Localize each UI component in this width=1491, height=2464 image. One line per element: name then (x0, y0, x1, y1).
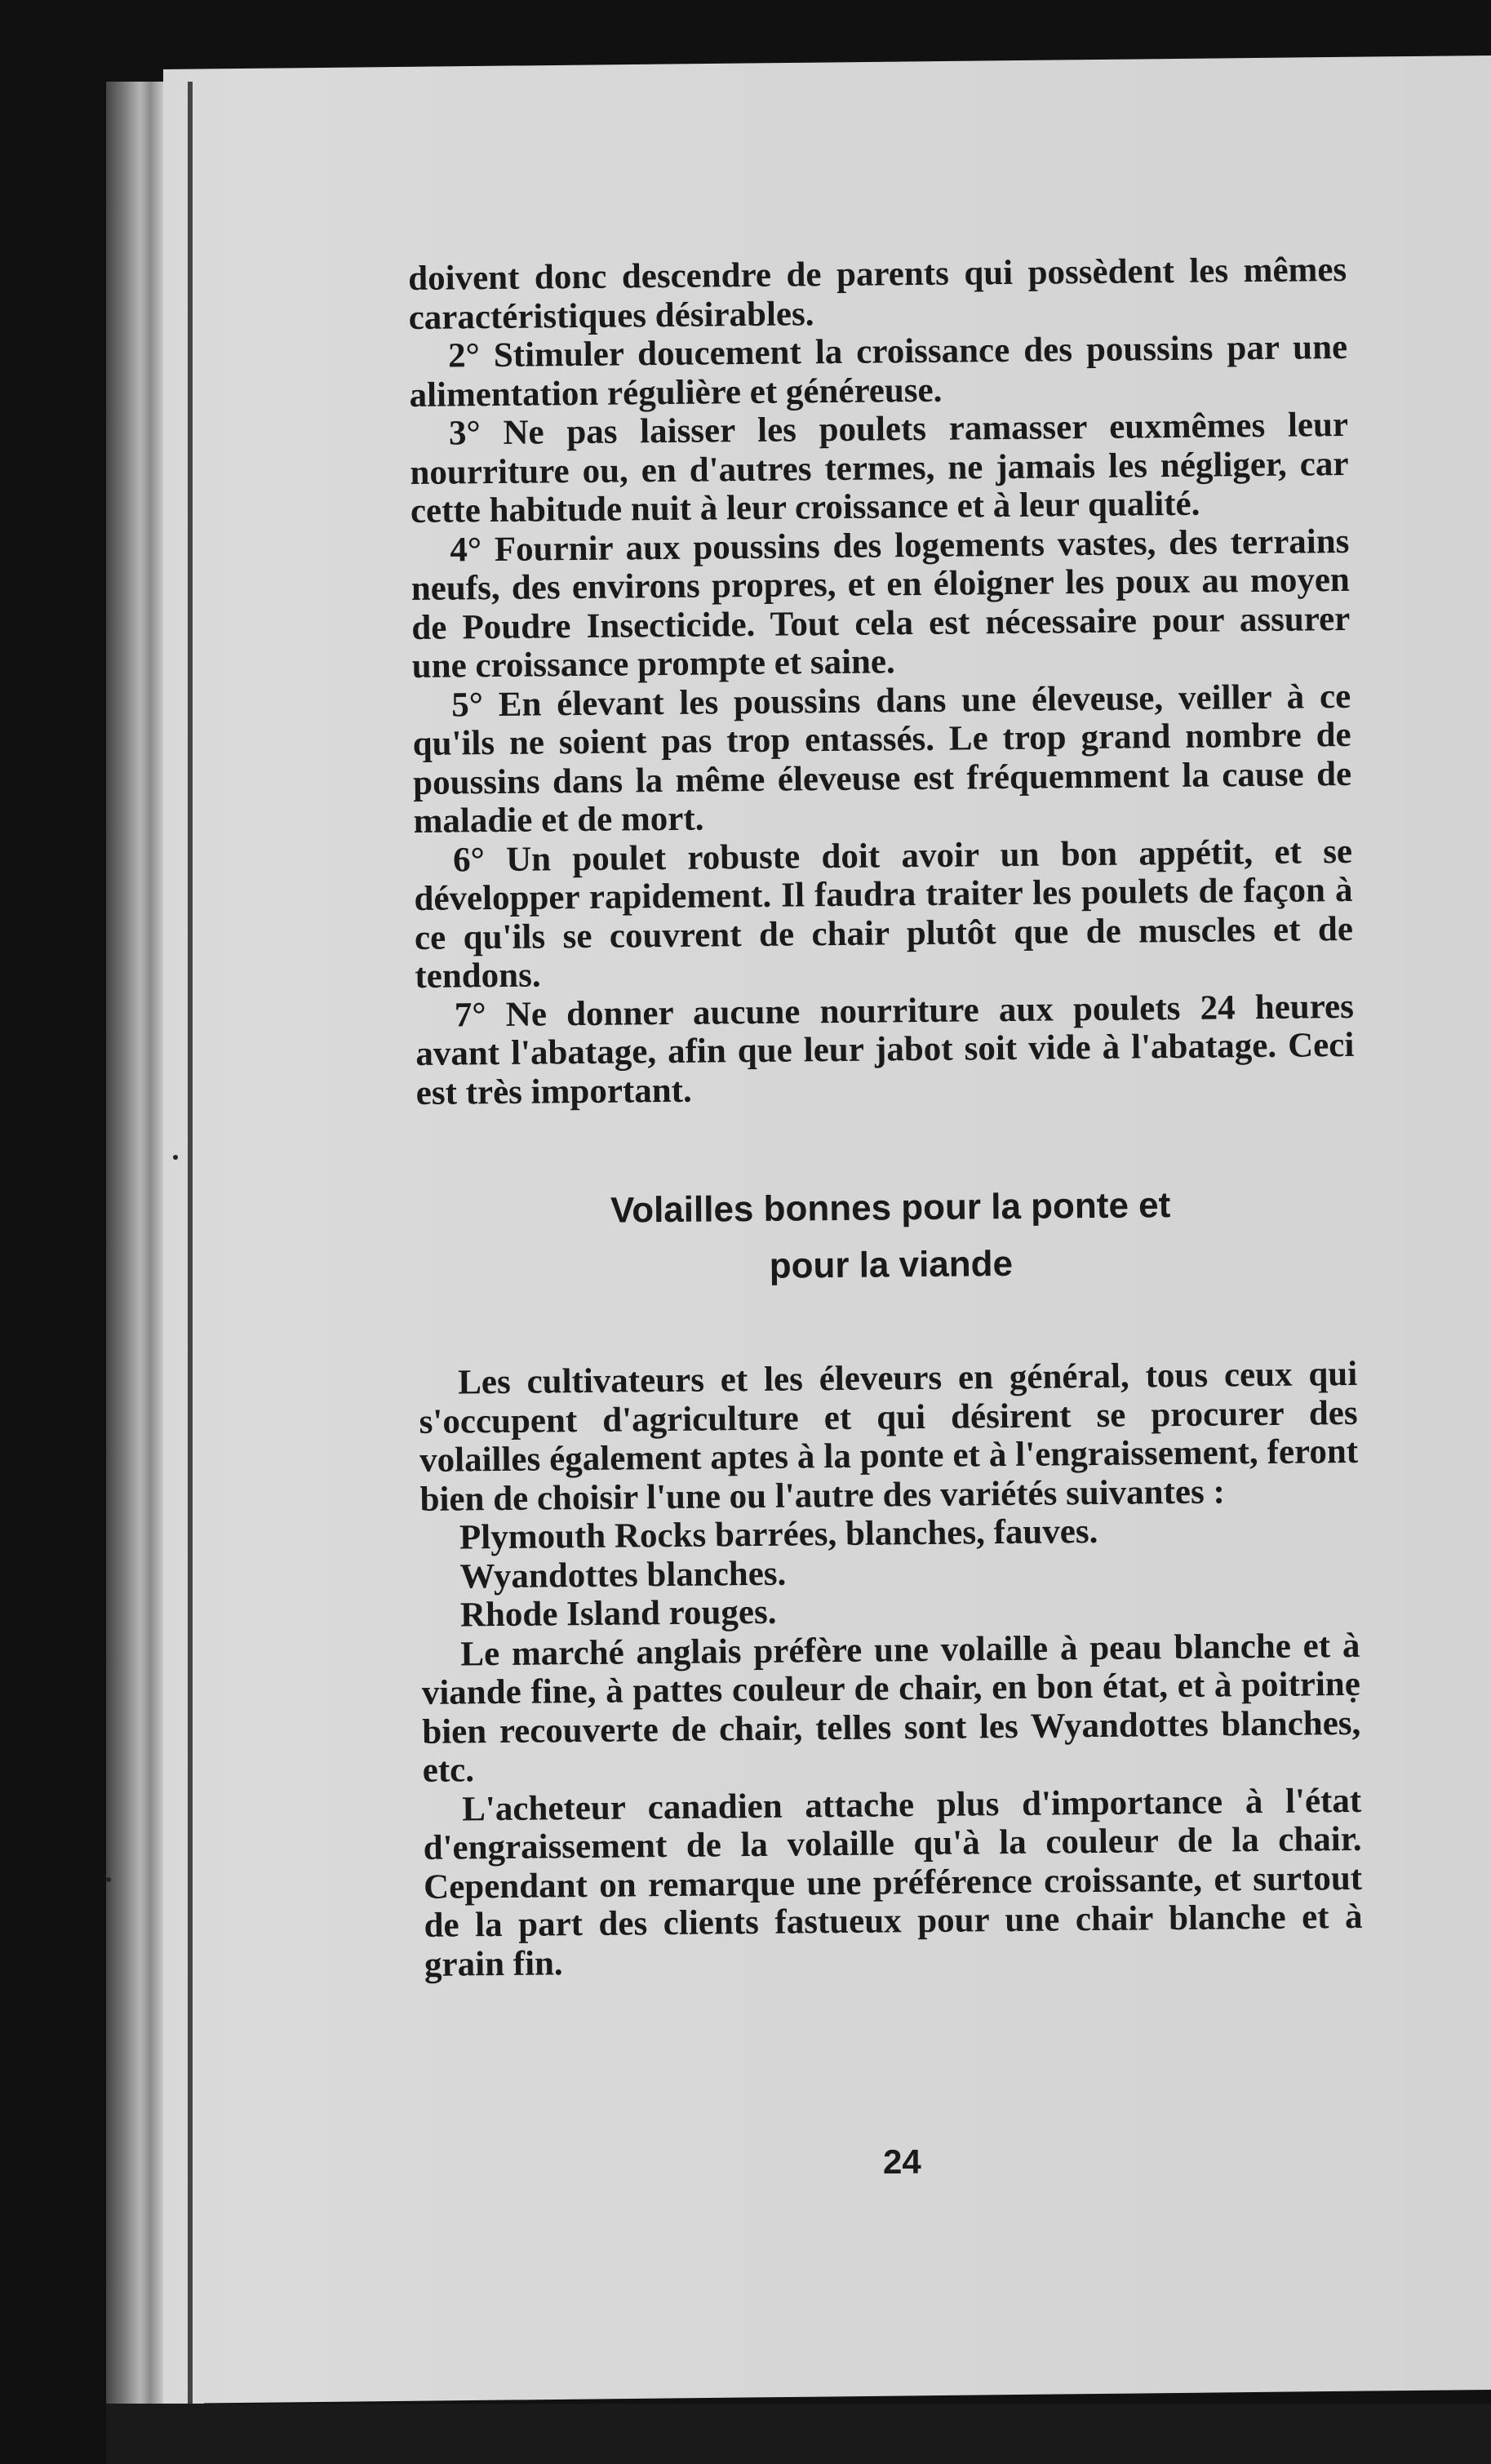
bottom-shadow (106, 2404, 1491, 2464)
section-heading-line-1: Volailles bonnes pour la ponte et (610, 1185, 1171, 1231)
variety-item: Plymouth Rocks barrées, blanches, fauves. (459, 1512, 1098, 1557)
speck (173, 1155, 178, 1160)
section-heading (417, 1175, 1356, 1299)
page-content (408, 251, 1363, 1984)
speck (106, 1877, 111, 1882)
page-number: 24 (883, 2142, 921, 2181)
variety-item: Wyandottes blanches. (459, 1554, 787, 1596)
advice-item-5: 5° En élevant les poussins dans une éleveuse, veiller à ce qu'ils ne soient pas trop entassés. Le trop grand nombre de poussins dans la même éleveuse est fréquemment la cause de maladie et de mort. (412, 677, 1352, 841)
binding-line (188, 82, 193, 2416)
advice-item-2: 2° Stimuler doucement la croissance des poussins par une alimentation régulière et généreuse. (409, 327, 1348, 415)
intro-paragraph: Les cultivateurs et les éleveurs en général, tous ceux qui s'occupent d'agriculture et qui désirent se procurer des volailles également aptes à la ponte et à l'engraissement, feront bien de choisir l'une ou l'autre des variétés suivantes : (419, 1354, 1359, 1519)
paragraph-continuation: doivent donc descendre de parents qui possèdent les mêmes caractéristiques désirables. (408, 250, 1347, 337)
advice-item-3: 3° Ne pas laisser les poulets ramasser euxmêmes leur nourriture ou, en d'autres termes, ne jamais les négliger, car cette habitude nuit à leur croissance et à leur qualité. (410, 405, 1349, 531)
section-heading-line-2: pour la viande (769, 1243, 1014, 1286)
canadian-buyer-paragraph: L'acheteur canadien attache plus d'importance à l'état d'engraissement de la volaille qu'à la couleur de la chair. Cependant on remarque une préférence croissante, et surtout de la part des clients fastueux pour une chair blanche et à grain fin. (423, 1781, 1363, 1984)
english-market-paragraph: Le marché anglais préfère une volaille à peau blanche et à viande fine, à pattes couleur de chair, en bon état, et à poitrine bien recouverte de chair, telles sont les Wyandottes blanches, etc. (421, 1626, 1361, 1790)
advice-item-4: 4° Fournir aux poussins des logements vastes, des terrains neufs, des environs propres, et en éloigner les poux au moyen de Poudre Insecticide. Tout cela est nécessaire pour assurer une croissance prompte et saine. (410, 522, 1351, 686)
advice-item-7: 7° Ne donner aucune nourriture aux poulets 24 heures avant l'abatage, afin que leur jabot soit vide à l'abatage. Ceci est très important. (415, 987, 1355, 1112)
varieties-list (420, 1510, 1360, 1636)
numbered-advice-list (408, 251, 1355, 1112)
advice-item-6: 6° Un poulet robuste doit avoir un bon appétit, et se développer rapidement. Il faudra traiter les poulets de façon à ce qu'ils se couvrent de chair plutôt que de muscles et de tendons. (414, 832, 1354, 996)
variety-item: Rhode Island rouges. (459, 1592, 777, 1635)
